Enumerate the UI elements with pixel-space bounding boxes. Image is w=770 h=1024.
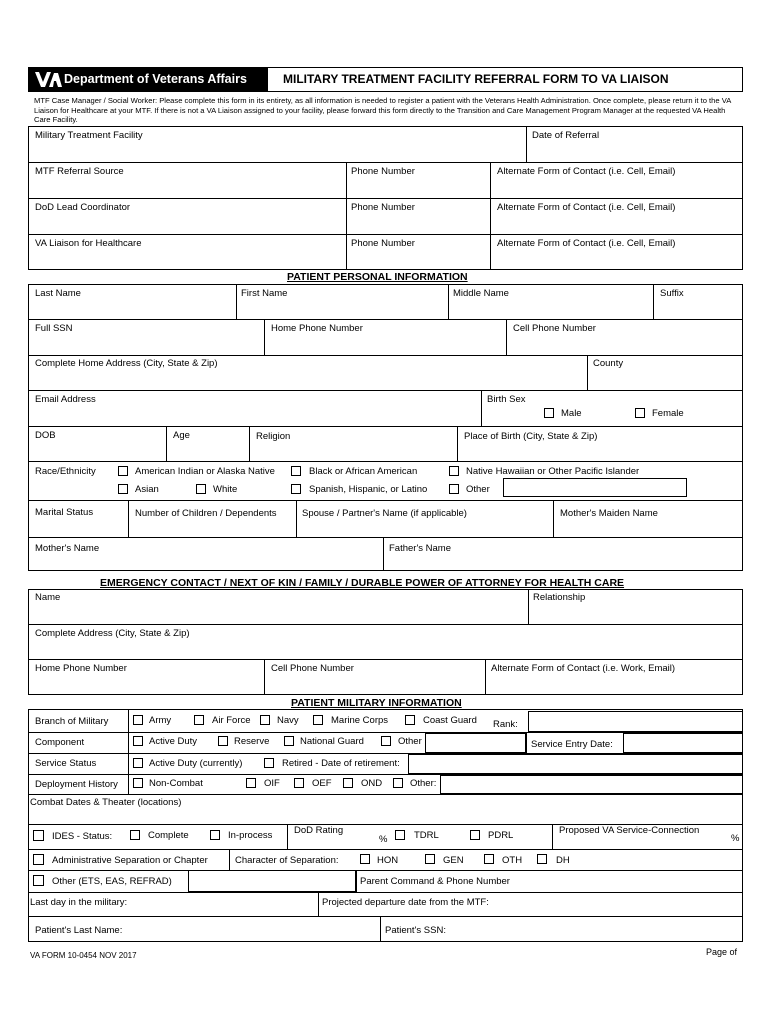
active-currently-checkbox[interactable] bbox=[133, 758, 143, 768]
emergency-name-field[interactable]: Name bbox=[35, 592, 61, 603]
service-entry-label: Service Entry Date: bbox=[531, 739, 613, 750]
deployment-other-checkbox[interactable] bbox=[393, 778, 403, 788]
emergency-block bbox=[28, 589, 743, 695]
ides-complete-checkbox[interactable] bbox=[130, 830, 140, 840]
emergency-alt-field[interactable]: Alternate Form of Contact (i.e. Work, Email) bbox=[491, 663, 676, 674]
form-title: MILITARY TREATMENT FACILITY REFERRAL FORM TO VA LIAISON bbox=[283, 72, 669, 86]
home-address-field[interactable]: Complete Home Address (City, State & Zip) bbox=[35, 358, 218, 369]
county-field[interactable]: County bbox=[593, 358, 624, 369]
pdrl-checkbox[interactable] bbox=[470, 830, 480, 840]
emergency-section-title: EMERGENCY CONTACT / NEXT OF KIN / FAMILY / DURABLE POWER OF ATTORNEY FOR HEALTH CARE bbox=[100, 577, 625, 589]
emergency-cell-phone-field[interactable]: Cell Phone Number bbox=[271, 663, 354, 674]
component-reserve-checkbox[interactable] bbox=[218, 736, 228, 746]
sep-gen-label: GEN bbox=[443, 855, 464, 866]
admin-sep-label: Administrative Separation or Chapter bbox=[52, 855, 208, 866]
retired-label: Retired - Date of retirement: bbox=[282, 758, 400, 769]
last-name-field[interactable]: Last Name bbox=[35, 288, 81, 299]
emergency-home-phone-field[interactable]: Home Phone Number bbox=[35, 663, 127, 674]
race-other-input[interactable] bbox=[503, 478, 687, 497]
branch-army-label: Army bbox=[149, 715, 172, 726]
mothers-maiden-field[interactable]: Mother's Maiden Name bbox=[560, 508, 658, 519]
race-other-label: Other bbox=[466, 484, 490, 495]
female-label: Female bbox=[652, 408, 684, 419]
religion-field[interactable]: Religion bbox=[256, 431, 291, 442]
tdrl-label: TDRL bbox=[414, 830, 439, 841]
female-checkbox[interactable] bbox=[635, 408, 645, 418]
male-label: Male bbox=[561, 408, 582, 419]
other-ets-label: Other (ETS, EAS, REFRAD) bbox=[52, 876, 172, 887]
deployment-noncombat-checkbox[interactable] bbox=[133, 778, 143, 788]
component-active-label: Active Duty bbox=[149, 736, 198, 747]
other-ets-checkbox[interactable] bbox=[33, 875, 44, 886]
va-liaison-alt-field[interactable]: Alternate Form of Contact (i.e. Cell, Email) bbox=[497, 238, 676, 249]
branch-coast-guard-checkbox[interactable] bbox=[405, 715, 415, 725]
deployment-oif-label: OIF bbox=[264, 778, 280, 789]
sep-dh-label: DH bbox=[556, 855, 570, 866]
military-section-title: PATIENT MILITARY INFORMATION bbox=[291, 697, 462, 709]
mothers-name-field[interactable]: Mother's Name bbox=[35, 543, 100, 554]
race-black-checkbox[interactable] bbox=[291, 466, 301, 476]
spouse-field[interactable]: Spouse / Partner's Name (if applicable) bbox=[302, 508, 467, 519]
race-asian-checkbox[interactable] bbox=[118, 484, 128, 494]
first-name-field[interactable]: First Name bbox=[241, 288, 288, 299]
race-other-checkbox[interactable] bbox=[449, 484, 459, 494]
page-number: Page of bbox=[706, 947, 738, 957]
personal-block bbox=[28, 284, 743, 571]
race-hawaiian-label: Native Hawaiian or Other Pacific Islander bbox=[466, 466, 640, 477]
cell-phone-field[interactable]: Cell Phone Number bbox=[513, 323, 596, 334]
race-hawaiian-checkbox[interactable] bbox=[449, 466, 459, 476]
birth-sex-label: Birth Sex bbox=[487, 394, 526, 405]
retirement-date-input[interactable] bbox=[408, 754, 743, 774]
race-label: Race/Ethnicity bbox=[35, 466, 96, 477]
dod-rating-percent: % bbox=[379, 834, 388, 845]
personal-section-title: PATIENT PERSONAL INFORMATION bbox=[287, 271, 468, 283]
char-sep-label: Character of Separation: bbox=[235, 855, 339, 866]
service-entry-input[interactable] bbox=[623, 733, 743, 753]
fathers-name-field[interactable]: Father's Name bbox=[389, 543, 452, 554]
component-other-input[interactable] bbox=[425, 733, 526, 753]
dod-lead-field[interactable]: DoD Lead Coordinator bbox=[35, 202, 131, 213]
last-day-field[interactable]: Last day in the military: bbox=[30, 897, 128, 908]
form-number: VA FORM 10-0454 NOV 2017 bbox=[30, 951, 137, 960]
tdrl-checkbox[interactable] bbox=[395, 830, 405, 840]
sep-gen-checkbox[interactable] bbox=[425, 854, 435, 864]
race-american-indian-checkbox[interactable] bbox=[118, 466, 128, 476]
referral-source-field[interactable]: MTF Referral Source bbox=[35, 166, 124, 177]
deployment-oif-checkbox[interactable] bbox=[246, 778, 256, 788]
race-black-label: Black or African American bbox=[309, 466, 418, 477]
patient-last-name-field[interactable]: Patient's Last Name: bbox=[35, 925, 123, 936]
sep-hon-label: HON bbox=[377, 855, 399, 866]
race-hispanic-checkbox[interactable] bbox=[291, 484, 301, 494]
ides-in-process-label: In-process bbox=[228, 830, 273, 841]
branch-air-force-checkbox[interactable] bbox=[194, 715, 204, 725]
ides-label: IDES - Status: bbox=[52, 831, 113, 842]
component-other-checkbox[interactable] bbox=[381, 736, 391, 746]
component-reserve-label: Reserve bbox=[234, 736, 270, 747]
sep-oth-checkbox[interactable] bbox=[484, 854, 494, 864]
other-ets-input[interactable] bbox=[188, 870, 356, 892]
deployment-oef-label: OEF bbox=[312, 778, 332, 789]
marital-status-field[interactable]: Marital Status bbox=[35, 507, 94, 518]
deployment-noncombat-label: Non-Combat bbox=[149, 778, 203, 789]
race-white-checkbox[interactable] bbox=[196, 484, 206, 494]
deployment-label: Deployment History bbox=[35, 779, 118, 790]
race-asian-label: Asian bbox=[135, 484, 159, 495]
proposed-va-percent: % bbox=[731, 833, 740, 844]
deployment-other-label: Other: bbox=[410, 778, 437, 789]
branch-coast-guard-label: Coast Guard bbox=[423, 715, 477, 726]
dod-lead-alt-field[interactable]: Alternate Form of Contact (i.e. Cell, Email) bbox=[497, 202, 676, 213]
component-guard-checkbox[interactable] bbox=[284, 736, 294, 746]
component-guard-label: National Guard bbox=[300, 736, 364, 747]
male-checkbox[interactable] bbox=[544, 408, 554, 418]
children-field[interactable]: Number of Children / Dependents bbox=[135, 508, 277, 519]
sep-dh-checkbox[interactable] bbox=[537, 854, 547, 864]
rank-input[interactable] bbox=[528, 711, 743, 732]
date-of-referral-field[interactable]: Date of Referral bbox=[532, 130, 600, 141]
component-other-label: Other bbox=[398, 736, 422, 747]
instructions: MTF Case Manager / Social Worker: Please complete this form in its entirety, as all information is needed to register a patient with the Veterans Health Administration. Once complete, please return it to the VA Liaison for Healthcare at your MTF. If there is not a VA Liaison assigned to your facility, please forward this form directly to the Transition and Care Management Program Manager at the requested VA Health Care Facility. bbox=[34, 96, 731, 125]
parent-command-field[interactable]: Parent Command & Phone Number bbox=[360, 876, 510, 887]
referral-alt-field[interactable]: Alternate Form of Contact (i.e. Cell, Email) bbox=[497, 166, 676, 177]
proposed-va-label: Proposed VA Service-Connection bbox=[559, 825, 700, 836]
race-hispanic-label: Spanish, Hispanic, or Latino bbox=[309, 484, 428, 495]
patient-ssn-field[interactable]: Patient's SSN: bbox=[385, 925, 446, 936]
email-field[interactable]: Email Address bbox=[35, 394, 96, 405]
component-active-checkbox[interactable] bbox=[133, 736, 143, 746]
race-white-label: White bbox=[213, 484, 238, 495]
component-label: Component bbox=[35, 737, 85, 748]
race-american-indian-label: American Indian or Alaska Native bbox=[135, 466, 275, 477]
deployment-ond-label: OND bbox=[361, 778, 383, 789]
middle-name-field[interactable]: Middle Name bbox=[453, 288, 509, 299]
pdrl-label: PDRL bbox=[488, 830, 514, 841]
rank-label: Rank: bbox=[493, 719, 518, 730]
ides-checkbox[interactable] bbox=[33, 830, 44, 841]
retired-checkbox[interactable] bbox=[264, 758, 274, 768]
deployment-ond-checkbox[interactable] bbox=[343, 778, 353, 788]
sep-oth-label: OTH bbox=[502, 855, 523, 866]
age-field[interactable]: Age bbox=[173, 430, 190, 441]
place-of-birth-field[interactable]: Place of Birth (City, State & Zip) bbox=[464, 431, 598, 442]
deployment-oef-checkbox[interactable] bbox=[294, 778, 304, 788]
branch-navy-checkbox[interactable] bbox=[260, 715, 270, 725]
admin-sep-checkbox[interactable] bbox=[33, 854, 44, 865]
branch-navy-label: Navy bbox=[277, 715, 299, 726]
combat-dates-field[interactable]: Combat Dates & Theater (locations) bbox=[30, 797, 182, 808]
branch-air-force-label: Air Force bbox=[212, 715, 251, 726]
relationship-field[interactable]: Relationship bbox=[533, 592, 586, 603]
sep-hon-checkbox[interactable] bbox=[360, 854, 370, 864]
branch-army-checkbox[interactable] bbox=[133, 715, 143, 725]
emergency-address-field[interactable]: Complete Address (City, State & Zip) bbox=[35, 628, 190, 639]
va-liaison-phone-field[interactable]: Phone Number bbox=[351, 238, 415, 249]
dod-lead-phone-field[interactable]: Phone Number bbox=[351, 202, 415, 213]
dod-rating-label: DoD Rating bbox=[294, 825, 344, 836]
ides-complete-label: Complete bbox=[148, 830, 189, 841]
full-ssn-field[interactable]: Full SSN bbox=[35, 323, 73, 334]
deployment-other-input[interactable] bbox=[440, 775, 743, 794]
projected-departure-field[interactable]: Projected departure date from the MTF: bbox=[322, 897, 489, 908]
branch-label: Branch of Military bbox=[35, 716, 109, 727]
branch-marine-label: Marine Corps bbox=[331, 715, 389, 726]
home-phone-field[interactable]: Home Phone Number bbox=[271, 323, 363, 334]
va-liaison-field[interactable]: VA Liaison for Healthcare bbox=[35, 238, 142, 249]
va-logo-icon bbox=[34, 70, 62, 89]
service-status-label: Service Status bbox=[35, 758, 97, 769]
suffix-field[interactable]: Suffix bbox=[660, 288, 684, 299]
mtf-facility-field[interactable]: Military Treatment Facility bbox=[35, 130, 143, 141]
branch-marine-checkbox[interactable] bbox=[313, 715, 323, 725]
ides-in-process-checkbox[interactable] bbox=[210, 830, 220, 840]
active-currently-label: Active Duty (currently) bbox=[149, 758, 243, 769]
referral-phone-field[interactable]: Phone Number bbox=[351, 166, 415, 177]
agency-name: Department of Veterans Affairs bbox=[64, 72, 247, 86]
dob-field[interactable]: DOB bbox=[35, 430, 56, 441]
